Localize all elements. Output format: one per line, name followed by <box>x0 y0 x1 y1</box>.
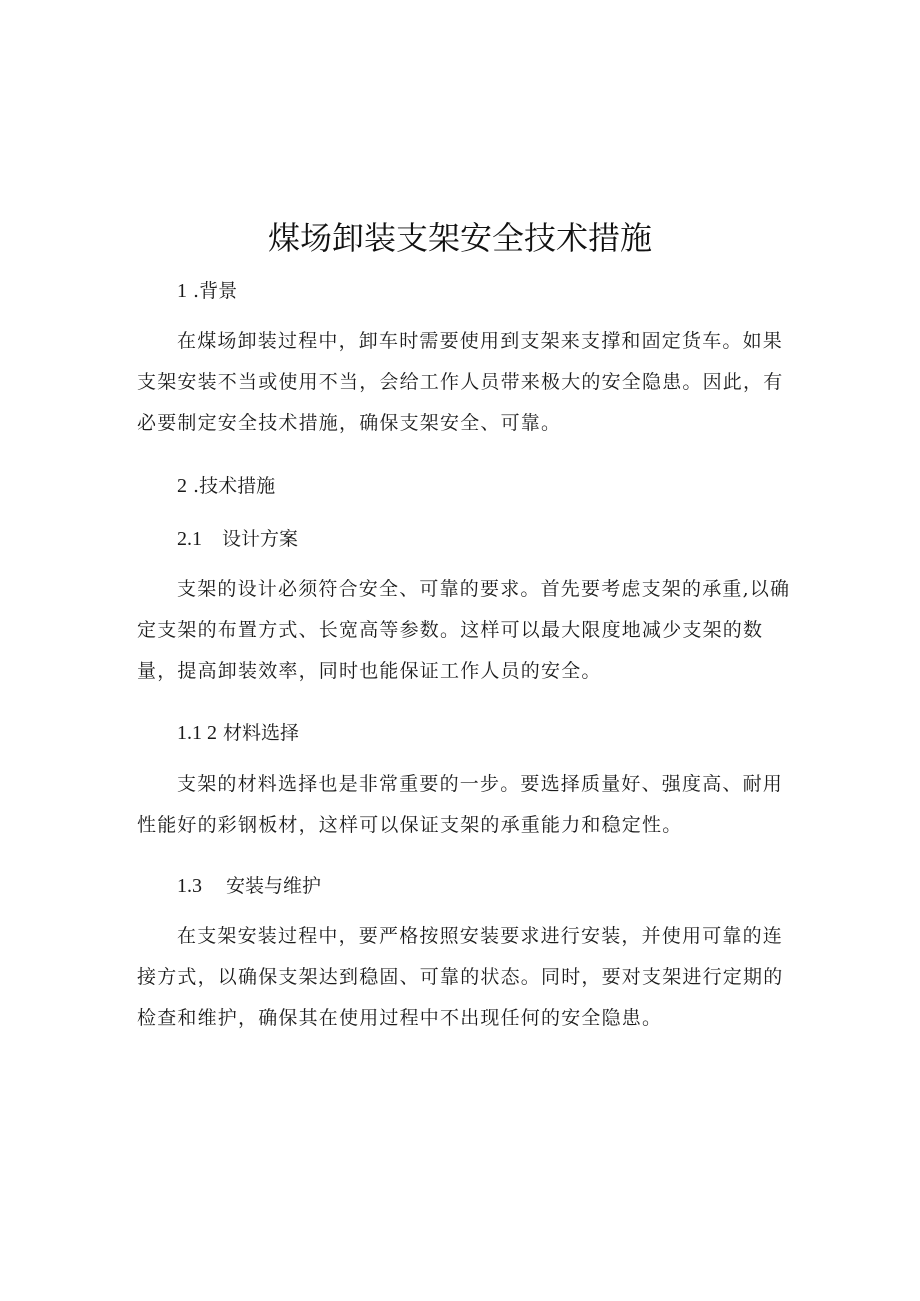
paragraph-installation: 在支架安装过程中，要严格按照安装要求进行安装，并使用可靠的连接方式，以确保支架达到稳固、可靠的状态。同时，要对支架进行定期的检查和维护，确保其在使用过程中不出现任何的安全隐患。 <box>137 925 784 1029</box>
subsection-heading-materials <box>177 719 299 747</box>
subsection-heading-design <box>177 525 298 553</box>
section-label: .背景 <box>193 280 238 302</box>
subsection-heading-installation <box>177 872 321 900</box>
subsection-label: 设计方案 <box>222 528 299 550</box>
page-title: 煤场卸装支架安全技术措施 <box>267 219 652 257</box>
subsection-number: 1.3 <box>177 875 202 897</box>
paragraph-materials: 支架的材料选择也是非常重要的一步。要选择质量好、强度高、耐用性能好的彩钢板材，这样可以保证支架的承重能力和稳定性。 <box>137 773 784 836</box>
subsection-label: 安装与维护 <box>226 875 322 897</box>
section-label: .技术措施 <box>193 475 276 497</box>
subsection-number: 2.1 <box>177 528 202 550</box>
subsection-number: 1.1 2 <box>177 722 217 744</box>
section-number: 2 <box>177 475 187 497</box>
paragraph-design: 支架的设计必须符合安全、可靠的要求。首先要考虑支架的承重,以确定支架的布置方式、长宽高等参数。这样可以最大限度地减少支架的数量，提高卸装效率，同时也能保证工作人员的安全。 <box>137 578 791 682</box>
paragraph-background: 在煤场卸装过程中，卸车时需要使用到支架来支撑和固定货车。如果支架安装不当或使用不当，会给工作人员带来极大的安全隐患。因此，有必要制定安全技术措施，确保支架安全、可靠。 <box>137 330 784 434</box>
section-heading-background <box>177 277 237 305</box>
subsection-label: 材料选择 <box>223 722 300 744</box>
section-heading-technical-measures <box>177 472 275 500</box>
section-number: 1 <box>177 280 187 302</box>
